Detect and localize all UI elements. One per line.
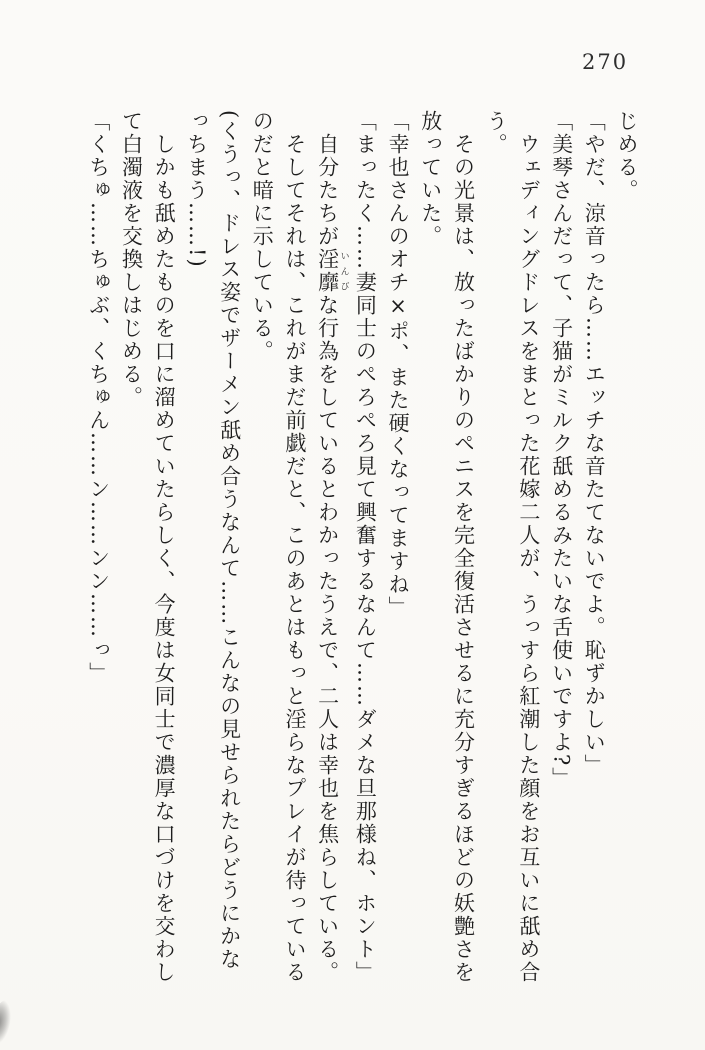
text-line-dialogue: 「やだ、涼音ったら……エッチな音たてないでよ。恥ずかしい」 <box>582 110 607 777</box>
text-line-dialogue: 「まったく……妻同士のぺろぺろ見て興奮するなんて……ダメな旦那様ね、ホント」 <box>353 110 378 984</box>
text-line: そしてそれは、これがまだ前戯だと、このあとはもっと淫らなプレイが待っている <box>282 133 307 984</box>
text-line: 放っていた。 <box>418 110 443 248</box>
text-line-dialogue: 「幸也さんのオチ×ポ、また硬くなってますね」 <box>386 110 411 619</box>
text-line-dialogue: 「美琴さんだって、子猫がミルク舐めるみたいな舌使いですよ?」 <box>549 110 574 791</box>
text-line: う。 <box>484 110 509 156</box>
text-line-with-ruby <box>311 110 349 994</box>
ruby-reading: いんび <box>338 248 349 294</box>
text-line: のだと暗に示している。 <box>250 110 275 363</box>
text-line-dialogue: 「くちゅ……ちゅぶ、くちゅん……ン……ンン……っ」 <box>86 110 111 685</box>
page-number: 270 <box>582 50 629 74</box>
line-text-pre: 自分たちが <box>315 133 340 248</box>
ruby-base: 淫靡 <box>315 248 340 294</box>
text-line-thought: っちまう……!) <box>184 110 209 269</box>
line-text-post: な行為をしているとわかったうえで、二人は幸也を焦らしている。 <box>315 294 340 984</box>
scan-artifact-smudge <box>0 999 15 1048</box>
body-text-block <box>82 110 643 994</box>
text-line-thought: (くうっ、ドレス姿でザーメン舐め合うなんて……こんなの見せられたらどうにかな <box>217 110 242 972</box>
text-line: しかも舐めたものを口に溜めていたらしく、今度は女同士で濃厚な口づけを交わし <box>152 133 177 984</box>
text-line: て白濁液を交換しはじめる。 <box>119 110 144 409</box>
text-line: その光景は、放ったばかりのペニスを完全復活させるに充分すぎるほどの妖艶さを <box>451 133 476 984</box>
ruby-annotated-word <box>315 248 349 294</box>
text-line: ウェディングドレスをまとった花嫁二人が、うっすら紅潮した顔をお互いに舐め合 <box>516 133 541 984</box>
text-line: じめる。 <box>615 110 639 202</box>
